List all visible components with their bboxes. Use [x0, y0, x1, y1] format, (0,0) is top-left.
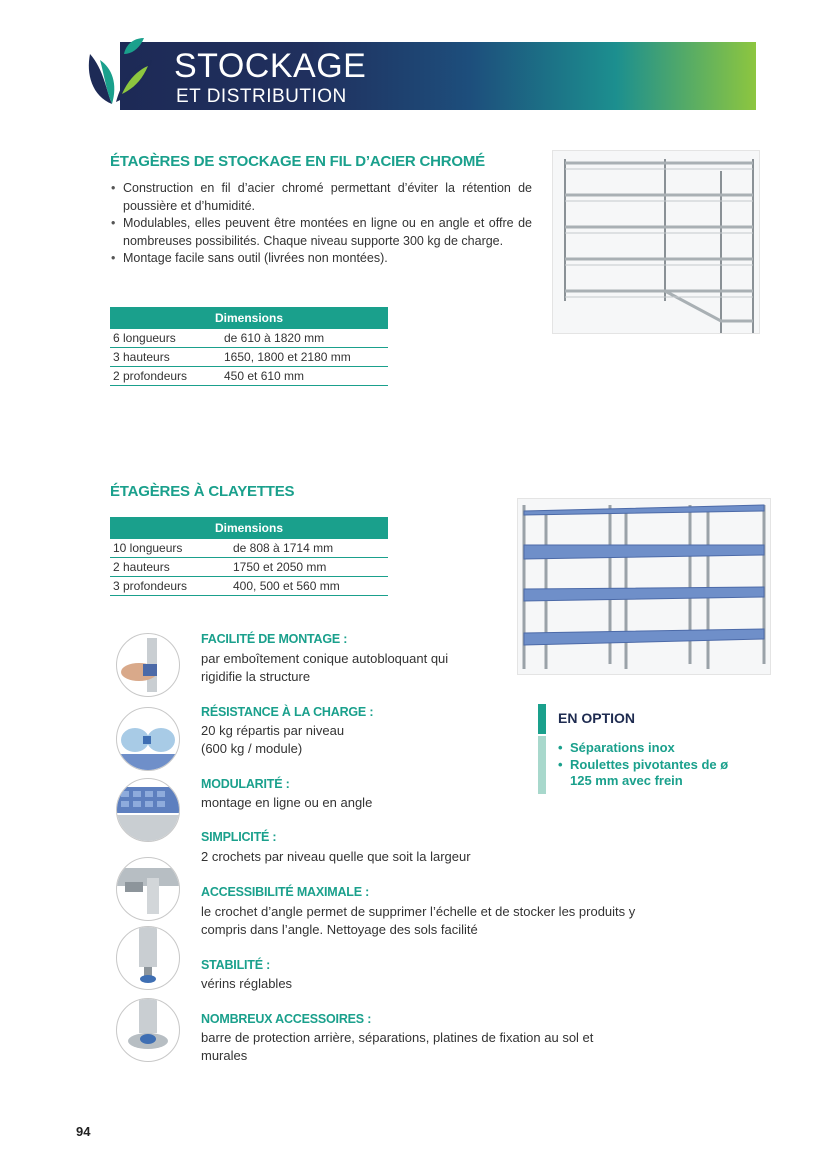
- dimensions-table-clayettes: [110, 517, 388, 596]
- clayettes-shelf-illustration: [518, 499, 770, 674]
- table-cell: 2 hauteurs: [110, 558, 230, 577]
- clayettes-shelving-photo: [517, 498, 771, 675]
- bullet-item: • Modulables, elles peuvent être montées en ligne ou en angle et offre de nombreuses possibilités. Chaque niveau supporte 300 kg de charge.: [111, 216, 532, 248]
- section-title-clayettes: ÉTAGÈRES À CLAYETTES: [110, 483, 295, 500]
- feature-title: FACILITÉ DE MONTAGE :: [201, 632, 348, 646]
- bullet-icon: •: [111, 216, 116, 230]
- option-item: • Séparations inox: [558, 740, 675, 755]
- feature-title: STABILITÉ :: [201, 958, 271, 972]
- option-light-bar: [538, 736, 546, 794]
- feature-bullet-list: [110, 180, 532, 268]
- bullet-item: • Montage facile sans outil (livrées non montées).: [110, 250, 532, 268]
- water-bottles-icon: [116, 707, 180, 771]
- option-title: EN OPTION: [558, 710, 636, 726]
- table-cell: 1650, 1800 et 2180 mm: [221, 348, 388, 367]
- chrome-shelf-illustration: [553, 151, 759, 333]
- option-accent-bar: [538, 704, 546, 734]
- adjustable-foot-icon: [116, 926, 180, 990]
- feature-title: RÉSISTANCE À LA CHARGE :: [201, 705, 374, 719]
- feature-text: 20 kg répartis par niveau (600 kg / module): [201, 723, 345, 756]
- table-cell: de 610 à 1820 mm: [221, 329, 388, 348]
- table-cell: 6 longueurs: [110, 329, 221, 348]
- table-row: [110, 539, 388, 558]
- table-row: [110, 577, 388, 596]
- bullet-item: • Construction en fil d’acier chromé permettant d’éviter la rétention de poussière et d’humidité.: [111, 181, 532, 213]
- shelf-grid-icon: [116, 778, 180, 842]
- feature-text: par emboîtement conique autobloquant qui rigidifie la structure: [201, 651, 449, 684]
- chrome-shelving-photo: [552, 150, 760, 334]
- table-cell: de 808 à 1714 mm: [230, 539, 388, 558]
- table-cell: 3 hauteurs: [110, 348, 221, 367]
- table-cell: 10 longueurs: [110, 539, 230, 558]
- table-row: [110, 558, 388, 577]
- feature-title: NOMBREUX ACCESSOIRES :: [201, 1012, 372, 1026]
- bullet-icon: •: [558, 756, 563, 772]
- feature-text: barre de protection arrière, séparations, platines de fixation au sol et murales: [201, 1030, 594, 1063]
- option-box: [538, 704, 738, 794]
- dimensions-table-chrome: [110, 307, 388, 386]
- section-title-chrome-shelving: ÉTAGÈRES DE STOCKAGE EN FIL D’ACIER CHROMÉ: [110, 153, 485, 170]
- table-header: Dimensions: [110, 517, 388, 539]
- feature-title: MODULARITÉ :: [201, 777, 290, 791]
- feature-text: le crochet d’angle permet de supprimer l’échelle et de stocker les produits y compris dans l’angle. Nettoyage des sols facilité: [201, 904, 636, 937]
- table-cell: 1750 et 2050 mm: [230, 558, 388, 577]
- leaf-logo-icon: [82, 34, 160, 116]
- bullet-icon: •: [111, 181, 116, 195]
- table-header: Dimensions: [110, 307, 388, 329]
- bullet-icon: •: [558, 740, 563, 755]
- table-cell: 3 profondeurs: [110, 577, 230, 596]
- feature-text: montage en ligne ou en angle: [201, 795, 373, 810]
- feature-title: ACCESSIBILITÉ MAXIMALE :: [201, 885, 370, 899]
- page-title: STOCKAGE: [174, 47, 367, 85]
- bullet-icon: •: [111, 251, 116, 265]
- table-cell: 2 profondeurs: [110, 367, 221, 386]
- hooks-icon: [116, 857, 180, 921]
- page-subtitle: ET DISTRIBUTION: [176, 86, 347, 107]
- option-item: • Roulettes pivotantes de ø 125 mm avec frein: [558, 756, 729, 788]
- table-cell: 450 et 610 mm: [221, 367, 388, 386]
- feature-title: SIMPLICITÉ :: [201, 830, 277, 844]
- table-row: [110, 329, 388, 348]
- floor-plate-icon: [116, 998, 180, 1062]
- table-row: [110, 348, 388, 367]
- feature-text: vérins réglables: [201, 976, 293, 991]
- page-number: 94: [76, 1124, 91, 1139]
- feature-text: 2 crochets par niveau quelle que soit la largeur: [201, 849, 471, 864]
- option-list: [558, 740, 740, 790]
- hand-assembly-icon: [116, 633, 180, 697]
- table-cell: 400, 500 et 560 mm: [230, 577, 388, 596]
- table-row: [110, 367, 388, 386]
